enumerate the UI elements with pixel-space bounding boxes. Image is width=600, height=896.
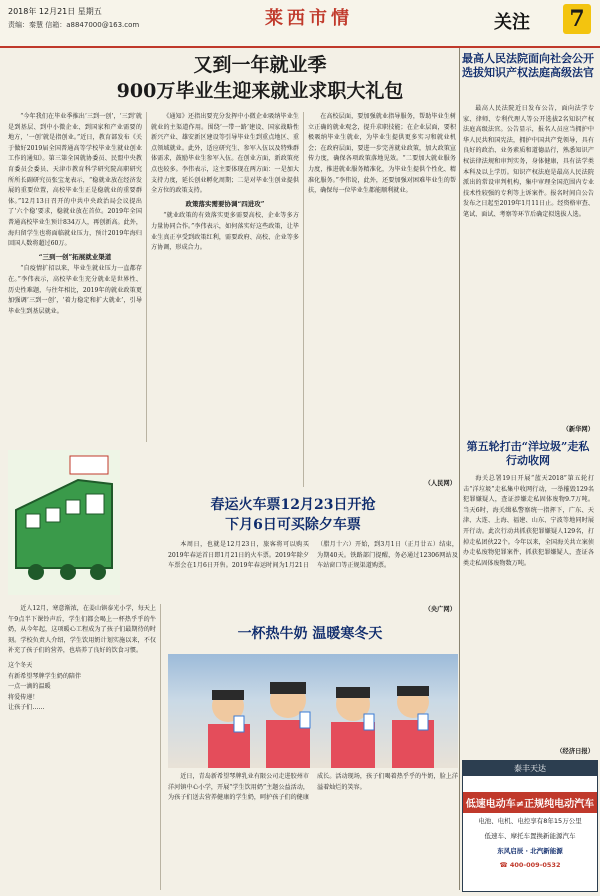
- smuggling-credit: （经济日报）: [556, 748, 594, 755]
- lead-credit: （人民网）: [424, 480, 456, 487]
- page-number: 7: [563, 4, 591, 34]
- train-illustration: [8, 450, 120, 595]
- lead-title-line1: 又到一年就业季: [193, 54, 327, 76]
- lead-col2b-text: “就业政策的有效落实更多需要高校、企业等多方力量协同合作。”李伟表示，如何落实好这些政策，让毕业生真正享受到政策红利，需要政府、高校、企业等多方协调，形成合力。: [151, 212, 299, 252]
- page-header: [0, 0, 600, 48]
- court-credit: （新华网）: [562, 426, 594, 433]
- lead-headline: [60, 52, 460, 104]
- lead-col1-text: “今年我们在毕业季推出‘三到一创’，‘三到’就是到基层、到中小微企业、到国家和产业需要的地方，‘一创’就是指创业。”近日，教育部发布《关于做好2019届全国普通高等学校毕业生就业创业工作的通知》。第三第全国就协委员、民盟中央教育委员会委员、天津市教育科学研究院高职研究所所长副研究员张宝龙表示，“稳就业放在经济发展的重要位置，高校毕业生正是稳就业的重要群体。”12月13日召开的中共中央政治局会议提出了‘六个稳’要求，稳就业放在首位。2019年全国普通高校毕业生预计834万人，再创新高。此外，海归留学生也将面临就业压力，预计2019年海归回国人数将超过60万。: [8, 113, 142, 248]
- lead-col2-subhead: 政策落实需要协调“四进攻”: [185, 199, 265, 208]
- ad-line-3: 东风启辰 · 北汽新能源: [497, 847, 563, 855]
- spring-title-line2: 下月6日可买除夕车票: [225, 517, 361, 533]
- milk-left-text: 近人12月，寒意渐浓，在姜山镇泰光小学，每天上午9点半下课铃声后，学生们都会喝上一杯热乎乎的牛奶，从今年起，这项暖心工程成为了孩子们最期待的时刻。学校负责人介绍，学生饮用奶计划实施以来，不仅补充了孩子们的营养，也培养了良好的饮食习惯。: [8, 605, 156, 655]
- lead-column-3: [308, 112, 456, 477]
- spring-title-line1: 春运火车票12月23日开抢: [210, 497, 376, 513]
- ad-line-1: 电池、电机、电控享有8年15万公里: [478, 817, 582, 825]
- ad-headline: 低速电动车≠正规纯电动汽车: [463, 792, 597, 813]
- lead-title-line2: 900万毕业生迎来就业求职大礼包: [116, 80, 404, 102]
- issue-date: 2018年 12月21日 星期五: [8, 7, 102, 16]
- advertisement: [462, 760, 598, 892]
- column-divider: [160, 604, 161, 890]
- ad-phone: ☎ 400-009-0532: [499, 861, 561, 869]
- lead-column-1: [8, 112, 142, 442]
- milk-article: [168, 772, 458, 890]
- milk-left-story: [8, 604, 156, 890]
- section-name: 关注: [494, 12, 530, 33]
- students-photo: [168, 654, 458, 768]
- court-text: 最高人民法院近日发布公告，面向法学专家、律师、专利代理人等公开选拔2名知识产权法庭高级法官。公告显示，报名人员应当拥护中华人民共和国宪法，拥护中国共产党领导，具有良好的政治、业务素质和道德品行，熟悉知识产权法律法规和审判实务，身体健康，具有法学类本科及以上学历。知识产权法庭是最高人民法院派出的常设审判机构，集中审理全国范围内专业技术性较强的专利等上诉案件。报名时间自公告发布之日起至2019年1月11日止。经资格审查、笔试、面试、考察等环节后确定拟选拔人选。: [463, 105, 594, 218]
- lead-col3-text: 在高校层面，要加强就业指导服务，帮助毕业生树立正确的就业观念，提升求职技能；在企业层面，要积极吸纳毕业生就业，为毕业生提供更多实习和就业机会；在政府层面，要进一步完善就业政策，加大政策宣传力度，确保各项政策落地见效。“二要加大就业服务力度，推进就业服务精准化，为毕业生提供个性化、精准化服务。”李伟说，此外，还要加强对困难毕业生的帮扶，确保每一位毕业生都能顺利就业。: [308, 113, 456, 195]
- ad-line-2: 低速车、摩托车置换新能源汽车: [484, 832, 576, 840]
- right-rule: [459, 48, 460, 890]
- milk-text: 近日，青岛新希望琴牌乳业有限公司走进胶州市洋河镇中心小学，开展“学生饮用奶”主题公益活动，为孩子们送去营养健康的学生奶，呵护孩子们的健康成长。活动现场，孩子们喝着热乎乎的牛奶，脸上洋溢着灿烂的笑容。: [168, 773, 458, 802]
- ad-brand: 泰丰天达: [463, 761, 597, 776]
- train-icon: [8, 450, 120, 595]
- court-headline: 最高人民法院面向社会公开选拔知识产权法庭高级法官: [462, 52, 594, 79]
- column-divider: [303, 112, 304, 487]
- spring-article: [168, 540, 458, 614]
- smuggling-text: 海关总署19日开展“蓝天2018”第五轮打击“洋垃圾”走私集中收网行动，一举摧毁129名犯罪嫌疑人，查证涉嫌走私固体废物9.7万吨。当天6时，海关缉私警察统一指挥下，广东、天津、大连、上海、福建、山东、宁波等地同时展开行动。此次行动共抓获犯罪嫌疑人129名，打掉走私团伙22个。今年以来，全国海关共立案侦办走私废物犯罪案件，抓获犯罪嫌疑人，查证各类走私固体废物数万吨。: [463, 475, 594, 567]
- smuggling-headline: 第五轮打击“洋垃圾”走私行动收网: [466, 440, 590, 467]
- column-divider: [146, 112, 147, 442]
- milk-headline: 一杯热牛奶 温暖寒冬天: [237, 626, 383, 642]
- lead-col2-text: 《通知》还指出要充分发挥中小微企业吸纳毕业生就业的主渠道作用。围绕‘一带一路’建设、国家战略性新兴产业、雄安新区建设等引导毕业生到重点地区、重点领域就业。此外，适应研究生、参军入伍以及特殊群体需求，鼓励毕业生参军入伍。在创业方面，新政策亮点也较多。李伟表示，这主要体现在两方面：一是加大支持力度，延长创业孵化周期；二是对毕业生创业提供全方位的政策支持。: [151, 113, 299, 195]
- spring-text: 本周日，也就是12月23日，旅客将可以购买2019年春运首日即1月21日的火车票。2019年除夕车票会在1月6日开售。2019年春运时间为1月21日（腊月十六）开始，到3月1日（正月廿五）结束，为期40天。铁路部门提醒，务必通过12306网站及车站窗口等正规渠道购票。: [168, 541, 458, 570]
- spring-headline: [128, 495, 458, 535]
- smuggling-article: [463, 474, 594, 744]
- paper-name: 莱西市情: [265, 8, 353, 29]
- lead-col1b-text: “自疫情扩招以来，毕业生就业压力一直都存在。”李伟表示，高校毕业生充分就业是世界性、历史性难题，与往年相比，2019年的就业政策更加强调‘三到一创’，‘着力稳定和扩大就业’，引导毕业生到基层就业。: [8, 265, 142, 315]
- lead-column-2: [151, 112, 299, 487]
- editor-info: 责编：秦慧 信箱：a8847000@163.com: [8, 21, 140, 29]
- lead-col1-subhead: “三到一创”拓展就业渠道: [38, 252, 112, 261]
- milk-poem: 这个冬天 有新希望琴牌学生奶的陪伴 一点一滴的温暖 将爱传递！ 让孩子们……: [8, 661, 82, 712]
- court-article: [463, 104, 594, 422]
- children-milk-image: [168, 654, 458, 768]
- spring-credit: （央广网）: [424, 606, 456, 613]
